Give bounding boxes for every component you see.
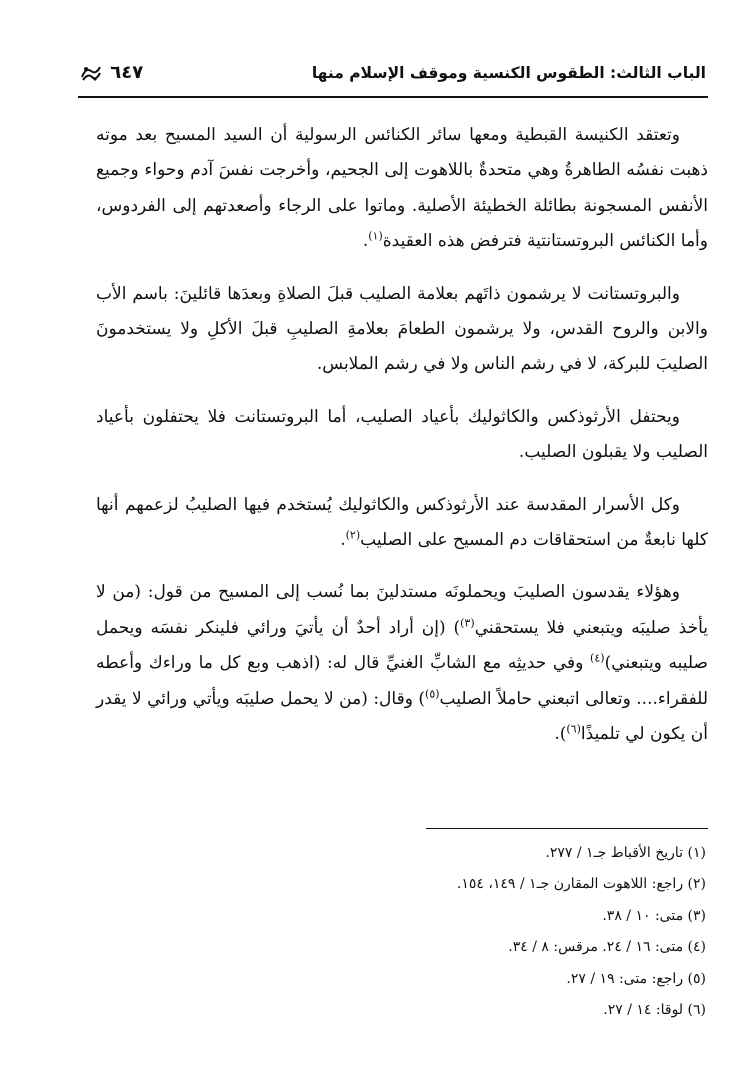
main-text [96,118,708,770]
paragraph-text: ويحتفل الأرثوذكس والكاثوليك بأعياد الصليب، أما البروتستانت فلا يحتفلون بأعياد الصليب ولا يقبلون الصليب. [96,406,708,463]
paragraph-tail: . [362,231,369,252]
running-header [80,62,706,92]
paragraph-text: والبروتستانت لا يرشمون ذاتَهم بعلامة الصليب قبلَ الصلاةِ وبعدَها قائلينَ: باسم الأب والابن والروح القدس، ولا يرشمون الطعامَ بعلامةِ الصليبِ قبلَ الأكلِ ولا يستخدمونَ الصليبَ للبركة، لا في رشم الناس ولا في رشم الملابس. [96,283,708,375]
paragraph [96,400,708,471]
paragraph [96,277,708,383]
footnote: (٦) لوقا: ١٤ / ٢٧. [603,1002,706,1019]
footnote: (٣) متى: ١٠ / ٣٨. [602,907,706,924]
footnote-divider [426,828,708,829]
footnote: (٥) راجع: متى: ١٩ / ٢٧. [566,970,706,987]
paragraph [96,575,708,752]
paragraph-text: وتعتقد الكنيسة القبطية ومعها سائر الكنائس الرسولية أن السيد المسيح بعد موته ذهبت نفسُه الطاهرةُ وهي متحدةٌ باللاهوت إلى الجحيم، وأخرجت نفسَ آدم وحواء وجميع الأنفس المسجونة بطائلة الخطيئة الأصلية. وماتوا على الرجاء وأصعدتهم إلى الفردوس، وأما الكنائس البروتستانتية فترفض هذه العقيدة [96,125,708,252]
footnote: (٢) راجع: اللاهوت المقارن جـ١ / ١٤٩، ١٥٤. [456,876,706,893]
footnote-ref: (٣) [460,616,475,630]
footnote: (٤) متى: ١٦ / ٢٤. مرقس: ٨ / ٣٤. [508,939,706,956]
paragraph [96,488,708,559]
footnote-ref: (٤) [590,651,605,665]
footnote-ref: (١) [368,229,383,243]
paragraph-text: وكل الأسرار المقدسة عند الأرثوذكس والكاثوليك يُستخدم فيها الصليبُ لزعمهم أنها كلها نابعةٌ من استحقاقات دم المسيح على الصليب [96,494,708,551]
paragraph-text: وهؤلاء يقدسون الصليبَ ويحملونَه مستدلينَ بما نُسب إلى المسيح من قول: (من لا يأخذ صليبَه ويتبعني فلا يستحقني [96,582,708,638]
footnotes [106,838,706,1026]
header-divider [78,96,708,98]
paragraph-tail: . [340,530,346,551]
ornament-icon [80,63,102,83]
footnote-ref: (٥) [425,687,440,701]
page-number: ٦٤٧ [110,62,144,83]
chapter-title: الباب الثالث: الطقوس الكنسية وموقف الإسلام منها [311,64,706,82]
paragraph-text: وفي حديثِه مع الشابِّ الغنيِّ قال له: (اذهب وبع كل ما وراءك وأعطه للفقراء.... وتعالى اتبعني حاملاً الصليب [96,653,708,709]
paragraph-tail: ). [554,724,567,745]
footnote: (١) تاريخ الأقباط جـ١ / ٢٧٧. [545,845,706,861]
page-number-block [80,62,143,83]
paragraph-text: ) (إن أراد أحدٌ أن يأتيَ ورائي فلينكر نفسَه ويحمل صليبه ويتبعني) [96,617,708,674]
footnote-ref: (٢) [345,528,361,542]
paragraph [96,118,708,260]
paragraph-text: ) وقال: (من لا يحمل صليبَه ويأتي ورائي لا يقدر أن يكون لي تلميذًا [96,688,708,745]
footnote-ref: (٦) [566,722,581,736]
